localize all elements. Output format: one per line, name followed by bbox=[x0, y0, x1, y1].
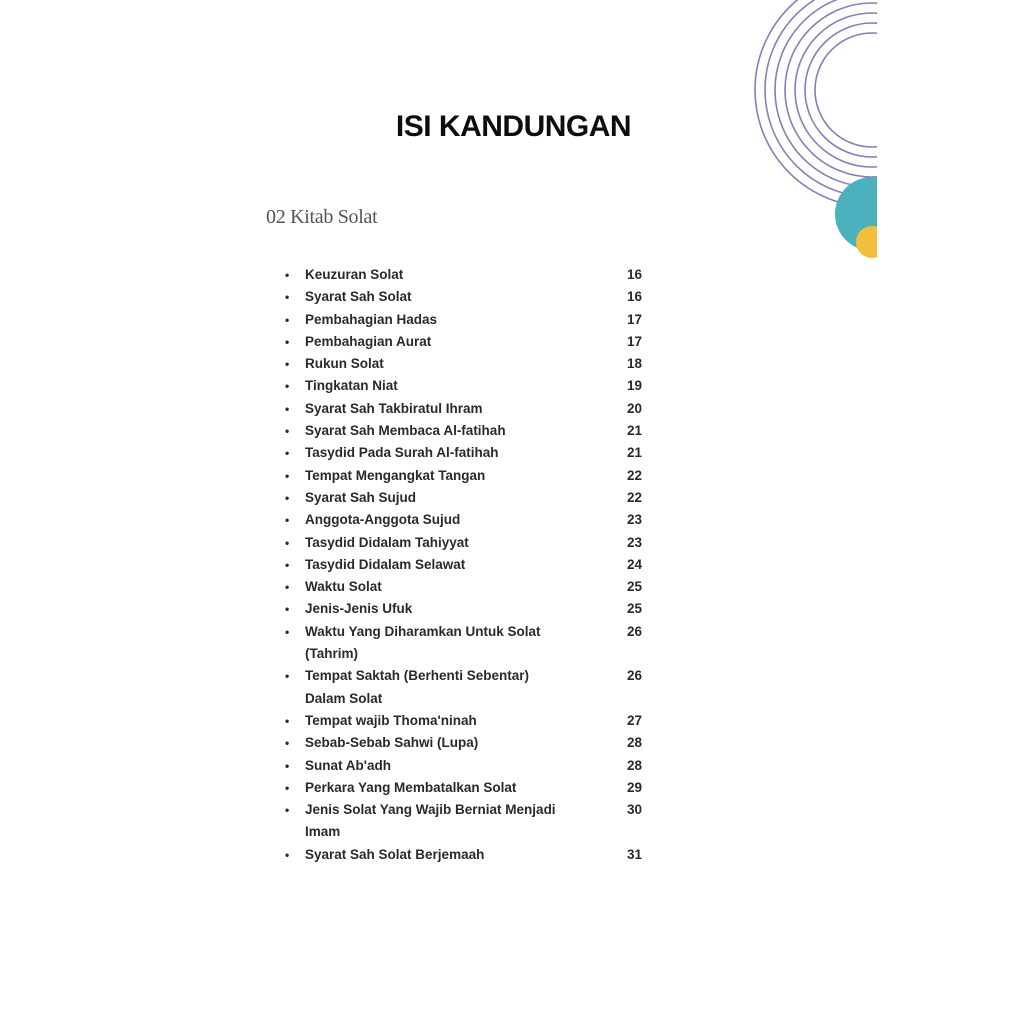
toc-entry-label: Anggota-Anggota Sujud bbox=[305, 512, 461, 528]
bullet-icon: • bbox=[285, 334, 290, 349]
bullet-icon: • bbox=[285, 379, 290, 394]
toc-entry-page-number: 28 bbox=[626, 735, 642, 751]
toc-entry bbox=[285, 398, 645, 420]
toc-entry-page-number: 22 bbox=[626, 467, 642, 483]
toc-entry-label: Pembahagian Hadas bbox=[305, 311, 438, 327]
toc-entry bbox=[285, 844, 645, 866]
toc-entry-label: Keuzuran Solat bbox=[305, 267, 404, 282]
toc-entry-label: Syarat Sah Solat bbox=[305, 289, 412, 305]
bullet-icon: • bbox=[285, 468, 290, 483]
toc-entry-label: Waktu Solat bbox=[305, 579, 382, 595]
decorative-rings bbox=[150, 0, 877, 300]
toc-entry bbox=[285, 532, 645, 554]
toc-entry bbox=[285, 264, 645, 286]
toc-entry bbox=[285, 799, 645, 844]
toc-entry-label: Tasydid Pada Surah Al-fatihah bbox=[305, 445, 499, 461]
bullet-icon: • bbox=[285, 602, 290, 617]
bullet-icon: • bbox=[285, 312, 290, 327]
toc-entry-label: Syarat Sah Solat Berjemaah bbox=[305, 846, 485, 862]
bullet-icon: • bbox=[285, 713, 290, 728]
toc-entry-label: Tingkatan Niat bbox=[305, 378, 398, 394]
toc-entry-label: Tempat Saktah (Berhenti Sebentar) Dalam Solat bbox=[305, 668, 530, 706]
toc-entry-label: Rukun Solat bbox=[305, 356, 384, 372]
bullet-icon: • bbox=[285, 401, 290, 416]
concentric-rings-graphic bbox=[755, 0, 877, 207]
toc-entry-page-number: 25 bbox=[626, 579, 642, 595]
bullet-icon: • bbox=[285, 357, 290, 372]
toc-entry-label: Tasydid Didalam Tahiyyat bbox=[305, 534, 469, 550]
toc-entry-label: Sebab-Sebab Sahwi (Lupa) bbox=[305, 735, 479, 751]
toc-entry-page-number: 17 bbox=[626, 311, 642, 327]
toc-entry-label: Pembahagian Aurat bbox=[305, 333, 432, 349]
toc-entry bbox=[285, 331, 645, 353]
bullet-icon: • bbox=[285, 847, 290, 862]
toc-entry bbox=[285, 755, 645, 777]
document-page bbox=[150, 0, 877, 1024]
bullet-icon: • bbox=[285, 736, 290, 751]
bullet-icon: • bbox=[285, 780, 290, 795]
toc-entry-label: Jenis Solat Yang Wajib Berniat Menjadi Imam bbox=[305, 802, 556, 840]
toc-entry bbox=[285, 509, 645, 531]
bullet-icon: • bbox=[285, 268, 290, 282]
toc-entry-page-number: 19 bbox=[626, 378, 642, 394]
toc-entry-page-number: 16 bbox=[626, 267, 642, 282]
bullet-icon: • bbox=[285, 424, 290, 439]
toc-entry-page-number: 23 bbox=[626, 534, 642, 550]
toc-entry-page-number: 31 bbox=[626, 846, 642, 862]
toc-entry-page-number: 16 bbox=[626, 289, 642, 305]
toc-entry-page-number: 20 bbox=[626, 400, 642, 416]
toc-entry bbox=[285, 576, 645, 598]
toc-entry-page-number: 28 bbox=[626, 757, 642, 773]
toc-entry-page-number: 18 bbox=[626, 356, 642, 372]
bullet-icon: • bbox=[285, 557, 290, 572]
toc-entry bbox=[285, 777, 645, 799]
toc-entry-page-number: 25 bbox=[626, 601, 642, 617]
bullet-icon: • bbox=[285, 290, 290, 305]
bullet-icon: • bbox=[285, 624, 290, 639]
toc-entry bbox=[285, 732, 645, 754]
toc-entry-page-number: 23 bbox=[626, 512, 642, 528]
toc-entry bbox=[285, 442, 645, 464]
table-of-contents bbox=[285, 264, 645, 866]
toc-entry-page-number: 30 bbox=[626, 802, 642, 818]
toc-entry bbox=[285, 665, 645, 710]
toc-entry bbox=[285, 353, 645, 375]
bullet-icon: • bbox=[285, 669, 290, 684]
toc-entry bbox=[285, 309, 645, 331]
toc-entry bbox=[285, 420, 645, 442]
toc-entry-page-number: 27 bbox=[626, 712, 642, 728]
toc-entry-label: Waktu Yang Diharamkan Untuk Solat (Tahrim) bbox=[305, 623, 541, 662]
toc-entry-label: Perkara Yang Membatalkan Solat bbox=[305, 779, 517, 795]
toc-entry bbox=[285, 487, 645, 509]
toc-entry-page-number: 17 bbox=[626, 333, 642, 349]
bullet-icon: • bbox=[285, 580, 290, 595]
bullet-icon: • bbox=[285, 803, 290, 818]
toc-entry bbox=[285, 375, 645, 397]
toc-entry-label: Syarat Sah Takbiratul Ihram bbox=[305, 400, 483, 416]
toc-entry bbox=[285, 286, 645, 308]
bullet-icon: • bbox=[285, 490, 290, 505]
toc-entry-page-number: 26 bbox=[626, 668, 642, 684]
toc-entry bbox=[285, 710, 645, 732]
page-title: ISI KANDUNGAN bbox=[395, 110, 632, 143]
toc-entry-page-number: 22 bbox=[626, 489, 642, 505]
toc-entry-label: Tempat Mengangkat Tangan bbox=[305, 467, 486, 483]
toc-entry-page-number: 21 bbox=[626, 445, 642, 461]
toc-entry bbox=[285, 465, 645, 487]
toc-entry-label: Syarat Sah Membaca Al-fatihah bbox=[305, 423, 506, 439]
toc-entry-page-number: 26 bbox=[626, 623, 642, 639]
toc-entry-label: Syarat Sah Sujud bbox=[305, 489, 417, 505]
toc-entry-label: Tasydid Didalam Selawat bbox=[305, 556, 466, 572]
toc-entry bbox=[285, 621, 645, 666]
toc-entry-label: Tempat wajib Thoma'ninah bbox=[305, 712, 477, 728]
toc-entry-label: Sunat Ab'adh bbox=[305, 757, 391, 773]
toc-entry bbox=[285, 598, 645, 620]
bullet-icon: • bbox=[285, 446, 290, 461]
toc-entry-page-number: 24 bbox=[626, 556, 642, 572]
bullet-icon: • bbox=[285, 513, 290, 528]
toc-entry-page-number: 29 bbox=[626, 779, 642, 795]
toc-entry bbox=[285, 554, 645, 576]
bullet-icon: • bbox=[285, 535, 290, 550]
section-heading: 02 Kitab Solat bbox=[266, 206, 378, 228]
bullet-icon: • bbox=[285, 758, 290, 773]
toc-entry-page-number: 21 bbox=[626, 423, 642, 439]
toc-entry-label: Jenis-Jenis Ufuk bbox=[305, 601, 413, 617]
